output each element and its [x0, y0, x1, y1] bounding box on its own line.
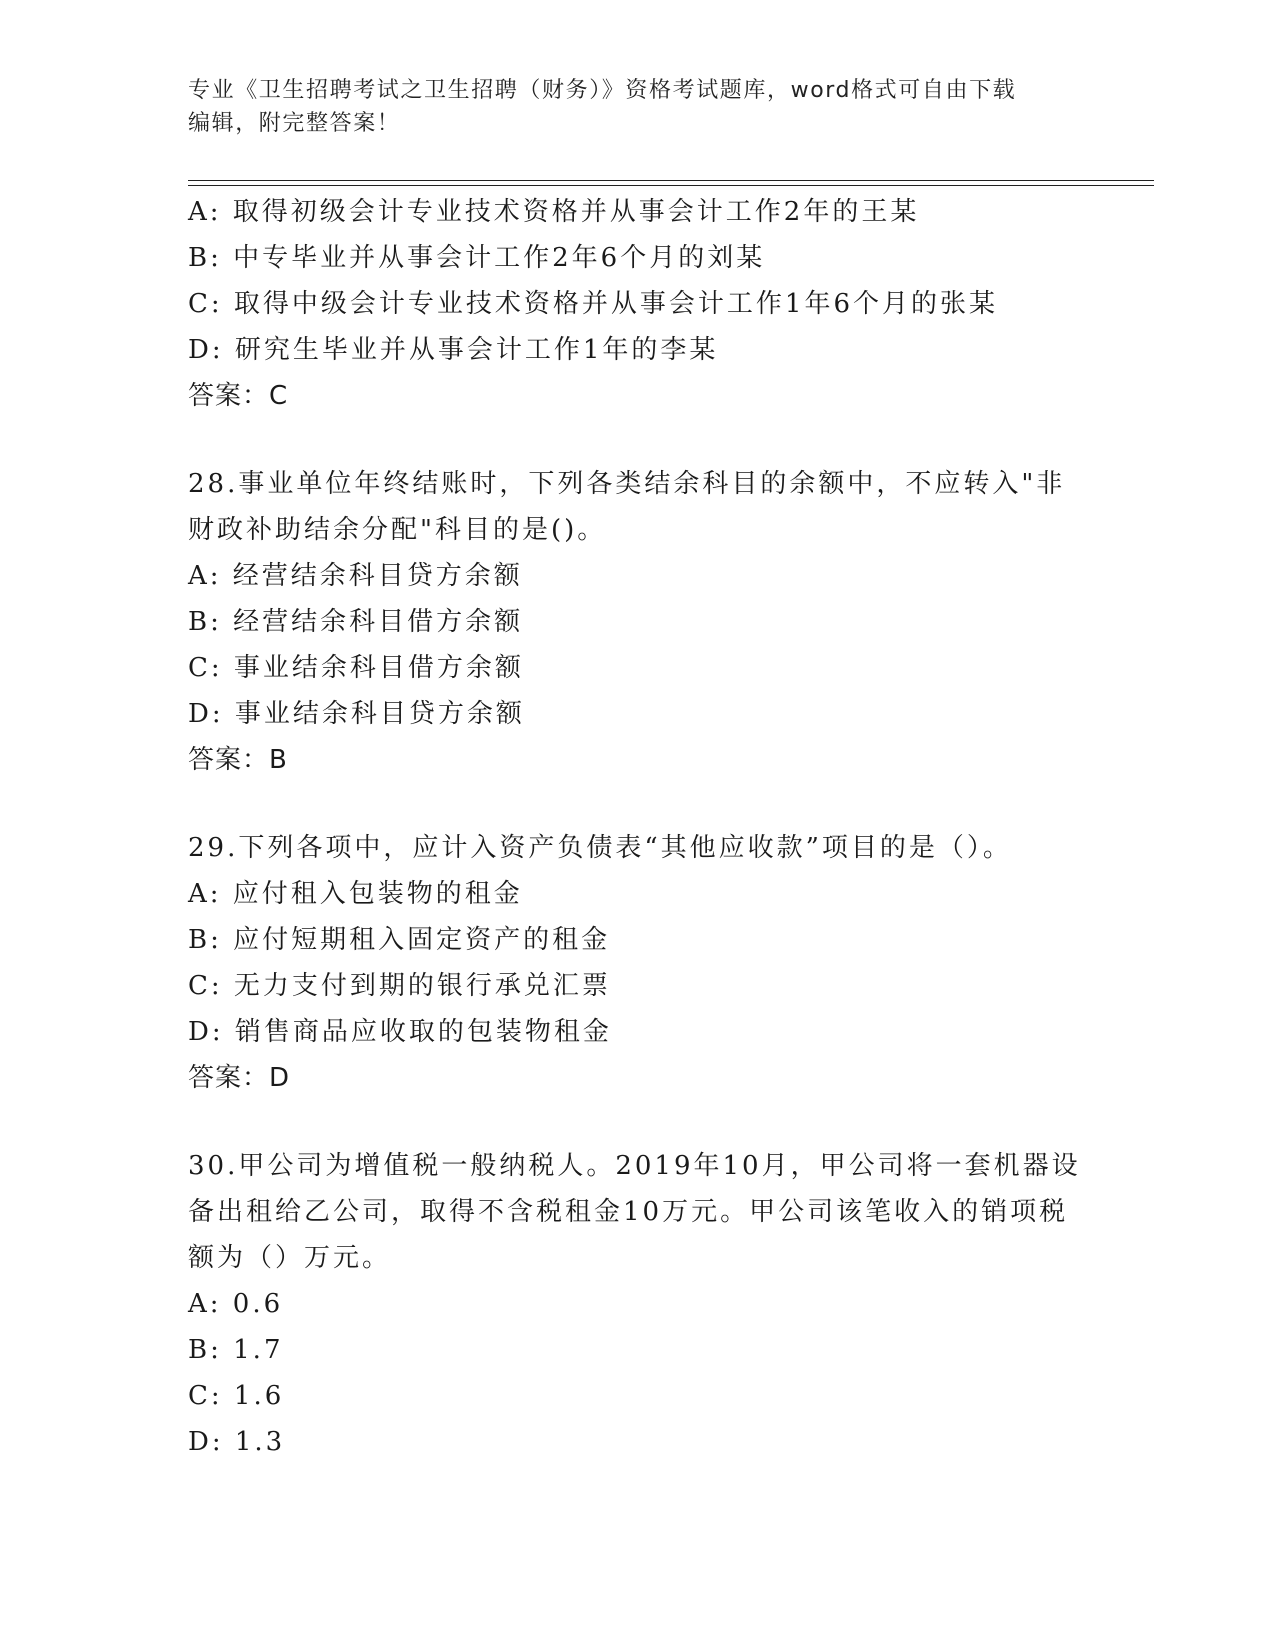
option-b: B: 应付短期租入固定资产的租金 — [188, 925, 611, 955]
option-a: A: 经营结余科目贷方余额 — [188, 561, 523, 591]
spacer — [188, 783, 1088, 825]
question-28 — [188, 461, 1088, 783]
answer: 答案：D — [188, 1063, 291, 1093]
option-b: B: 1.7 — [188, 1335, 284, 1365]
question-stem: 额为（）万元。 — [188, 1243, 392, 1273]
question-27 — [188, 189, 1088, 419]
option-c: C: 取得中级会计专业技术资格并从事会计工作1年6个月的张某 — [188, 289, 999, 319]
question-stem: 28.事业单位年终结账时，下列各类结余科目的余额中，不应转入"非 — [188, 469, 1066, 499]
question-29 — [188, 825, 1088, 1101]
question-stem: 备出租给乙公司，取得不含税租金10万元。甲公司该笔收入的销项税 — [188, 1197, 1069, 1227]
option-b: B: 中专毕业并从事会计工作2年6个月的刘某 — [188, 243, 766, 273]
question-stem: 财政补助结余分配"科目的是()。 — [188, 515, 607, 545]
option-d: D: 销售商品应收取的包装物租金 — [188, 1017, 612, 1047]
option-a: A: 0.6 — [188, 1289, 284, 1319]
option-c: C: 无力支付到期的银行承兑汇票 — [188, 971, 611, 1001]
question-stem: 29.下列各项中，应计入资产负债表“其他应收款”项目的是（）。 — [188, 833, 1012, 863]
option-c: C: 1.6 — [188, 1381, 285, 1411]
header-divider-bottom — [188, 185, 1154, 186]
option-a: A: 取得初级会计专业技术资格并从事会计工作2年的王某 — [188, 197, 920, 227]
option-d: D: 事业结余科目贷方余额 — [188, 699, 525, 729]
question-list — [188, 189, 1088, 1465]
header-line-1: 专业《卫生招聘考试之卫生招聘（财务）》资格考试题库，word格式可自由下载 — [188, 78, 1017, 103]
option-c: C: 事业结余科目借方余额 — [188, 653, 524, 683]
option-b: B: 经营结余科目借方余额 — [188, 607, 524, 637]
spacer — [188, 419, 1088, 461]
question-stem: 30.甲公司为增值税一般纳税人。2019年10月，甲公司将一套机器设 — [188, 1151, 1081, 1181]
spacer — [188, 1101, 1088, 1143]
header-line-2: 编辑，附完整答案！ — [188, 111, 401, 136]
option-a: A: 应付租入包装物的租金 — [188, 879, 523, 909]
answer: 答案：B — [188, 745, 288, 775]
option-d: D: 1.3 — [188, 1427, 286, 1457]
header-divider-top — [188, 180, 1154, 181]
question-30 — [188, 1143, 1088, 1465]
document-header — [188, 74, 1068, 140]
option-d: D: 研究生毕业并从事会计工作1年的李某 — [188, 335, 719, 365]
answer: 答案：C — [188, 381, 289, 411]
